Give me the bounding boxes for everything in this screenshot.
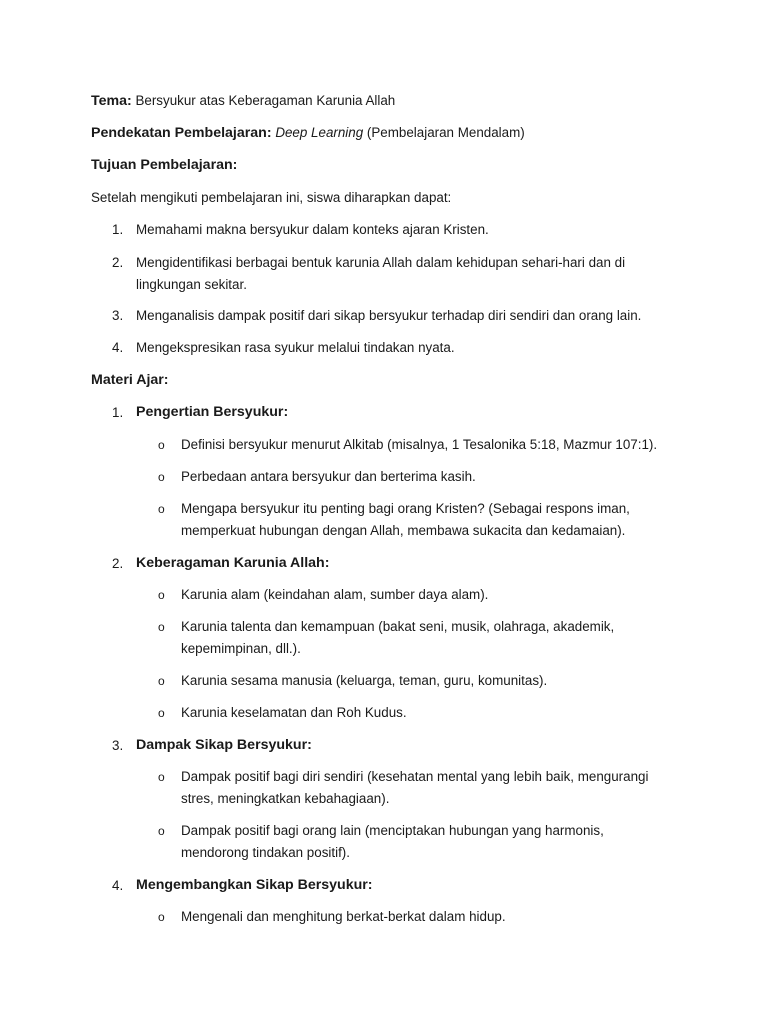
tujuan-item-1-line1: Memahami makna bersyukur dalam konteks ajaran Kristen. bbox=[136, 222, 489, 237]
pendekatan-line bbox=[91, 125, 525, 141]
materi-2-item-4 bbox=[181, 702, 701, 724]
pendekatan-italic: Deep Learning bbox=[275, 125, 364, 140]
tujuan-item-2-line2: lingkungan sekitar. bbox=[136, 277, 247, 292]
tujuan-item-3-line1: Menganalisis dampak positif dari sikap bersyukur terhadap diri sendiri dan orang lain. bbox=[136, 308, 642, 323]
materi-3-item-1-line1: Dampak positif bagi diri sendiri (kesehatan mental yang lebih baik, mengurangi bbox=[181, 769, 649, 784]
materi-3-item-2-line1: Dampak positif bagi orang lain (menciptakan hubungan yang harmonis, bbox=[181, 823, 604, 838]
materi-1-item-3-line2: memperkuat hubungan dengan Allah, membawa sukacita dan kedamaian). bbox=[181, 523, 626, 538]
materi-number-1: 1. bbox=[112, 405, 124, 420]
materi-1-item-1-line1: Definisi bersyukur menurut Alkitab (misalnya, 1 Tesalonika 5:18, Mazmur 107:1). bbox=[181, 437, 658, 452]
tujuan-number-3: 3. bbox=[112, 308, 124, 323]
tema-label: Tema: bbox=[91, 93, 132, 109]
bullet-marker: o bbox=[158, 824, 165, 838]
bullet-marker: o bbox=[158, 470, 165, 484]
materi-2-item-1 bbox=[181, 584, 701, 606]
tujuan-number-1: 1. bbox=[112, 222, 124, 237]
materi-3-item-1-line2: stres, meningkatkan kebahagiaan). bbox=[181, 791, 390, 806]
materi-1-item-1 bbox=[181, 434, 701, 456]
tema-line bbox=[91, 93, 395, 109]
tujuan-item-4-line1: Mengekspresikan rasa syukur melalui tindakan nyata. bbox=[136, 340, 455, 355]
tujuan-item-3 bbox=[136, 305, 641, 327]
materi-2-item-2 bbox=[181, 616, 701, 660]
materi-number-3: 3. bbox=[112, 738, 124, 753]
bullet-marker: o bbox=[158, 770, 165, 784]
bullet-marker: o bbox=[158, 438, 165, 452]
materi-4-item-1-line1: Mengenali dan menghitung berkat-berkat dalam hidup. bbox=[181, 909, 506, 924]
materi-3-item-2-line2: mendorong tindakan positif). bbox=[181, 845, 350, 860]
materi-title-4: Mengembangkan Sikap Bersyukur: bbox=[136, 877, 373, 893]
materi-1-item-3-line1: Mengapa bersyukur itu penting bagi orang Kristen? (Sebagai respons iman, bbox=[181, 501, 630, 516]
materi-1-item-2-line1: Perbedaan antara bersyukur dan berterima kasih. bbox=[181, 469, 476, 484]
materi-2-item-3-line1: Karunia sesama manusia (keluarga, teman, guru, komunitas). bbox=[181, 673, 548, 688]
materi-2-item-2-line2: kepemimpinan, dll.). bbox=[181, 641, 301, 656]
bullet-marker: o bbox=[158, 588, 165, 602]
materi-2-item-3 bbox=[181, 670, 701, 692]
bullet-marker: o bbox=[158, 706, 165, 720]
materi-number-2: 2. bbox=[112, 556, 124, 571]
materi-2-item-1-line1: Karunia alam (keindahan alam, sumber daya alam). bbox=[181, 587, 489, 602]
pendekatan-label: Pendekatan Pembelajaran: bbox=[91, 125, 272, 141]
bullet-marker: o bbox=[158, 620, 165, 634]
bullet-marker: o bbox=[158, 502, 165, 516]
tema-value: Bersyukur atas Keberagaman Karunia Allah bbox=[135, 93, 396, 108]
materi-2-item-4-line1: Karunia keselamatan dan Roh Kudus. bbox=[181, 705, 407, 720]
tujuan-item-4 bbox=[136, 337, 455, 359]
materi-title-3: Dampak Sikap Bersyukur: bbox=[136, 737, 312, 753]
tujuan-heading: Tujuan Pembelajaran: bbox=[91, 157, 238, 173]
tujuan-item-2 bbox=[136, 252, 625, 296]
tujuan-number-2: 2. bbox=[112, 255, 124, 270]
materi-heading: Materi Ajar: bbox=[91, 372, 169, 388]
bullet-marker: o bbox=[158, 674, 165, 688]
materi-1-item-3 bbox=[181, 498, 701, 542]
tujuan-intro: Setelah mengikuti pembelajaran ini, siswa diharapkan dapat: bbox=[91, 190, 452, 205]
materi-title-2: Keberagaman Karunia Allah: bbox=[136, 555, 330, 571]
tujuan-item-1 bbox=[136, 219, 489, 241]
materi-4-item-1 bbox=[181, 906, 701, 928]
materi-1-item-2 bbox=[181, 466, 701, 488]
pendekatan-rest: (Pembelajaran Mendalam) bbox=[366, 125, 525, 140]
bullet-marker: o bbox=[158, 910, 165, 924]
materi-3-item-1 bbox=[181, 766, 701, 810]
materi-number-4: 4. bbox=[112, 878, 124, 893]
tujuan-number-4: 4. bbox=[112, 340, 124, 355]
materi-title-1: Pengertian Bersyukur: bbox=[136, 404, 289, 420]
materi-3-item-2 bbox=[181, 820, 701, 864]
tujuan-item-2-line1: Mengidentifikasi berbagai bentuk karunia Allah dalam kehidupan sehari-hari dan di bbox=[136, 255, 626, 270]
materi-2-item-2-line1: Karunia talenta dan kemampuan (bakat seni, musik, olahraga, akademik, bbox=[181, 619, 615, 634]
